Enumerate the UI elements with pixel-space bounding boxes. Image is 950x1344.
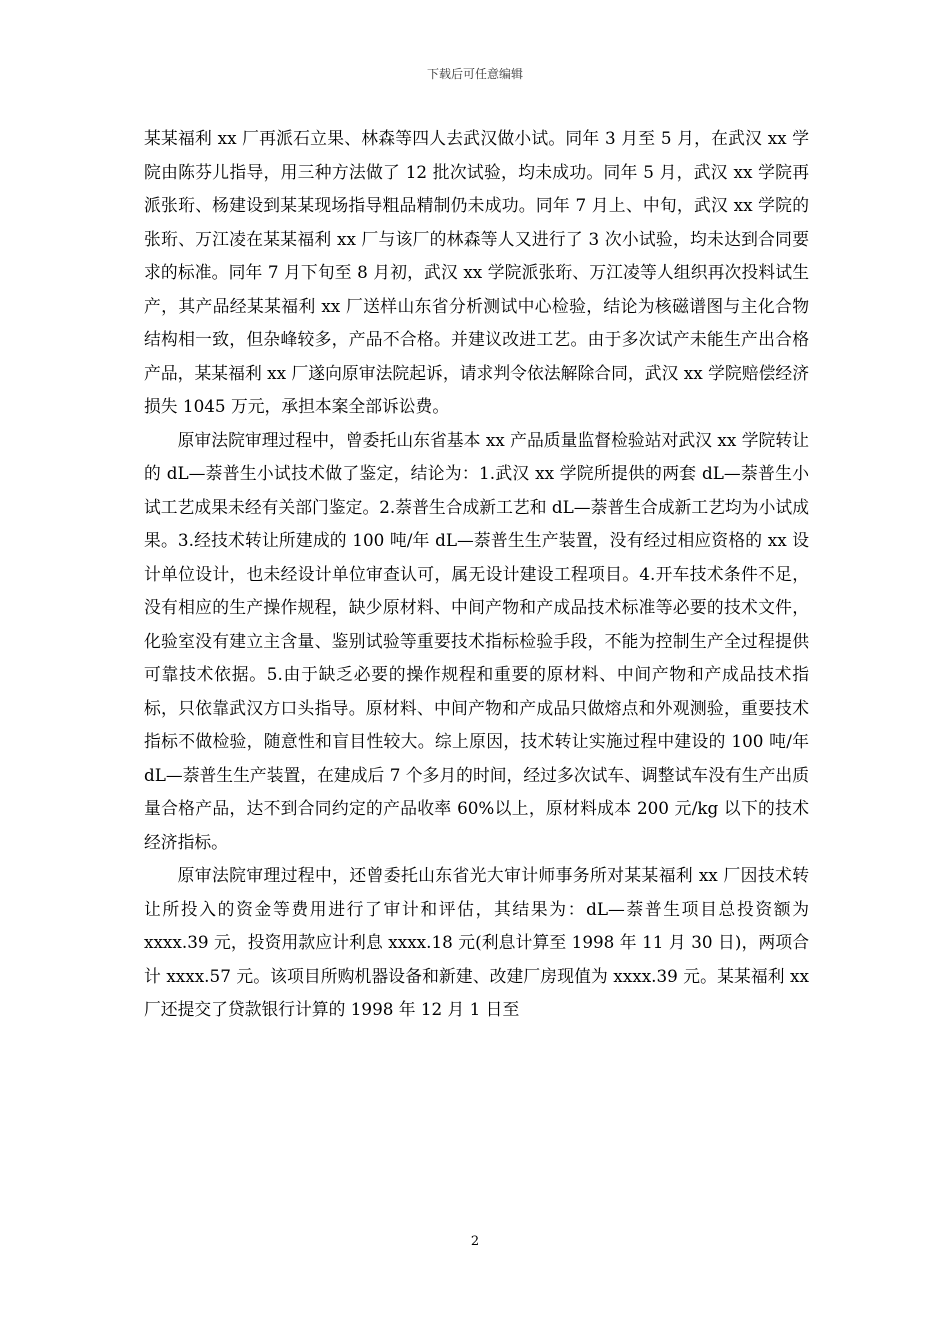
paragraph-audit: 原审法院审理过程中，还曾委托山东省光大审计师事务所对某某福利 xx 厂因技术转让所投入的资金等费用进行了审计和评估，其结果为：dL—萘普生项目总投资额为 xxxx.39 元，投资用款应计利息 xxxx.18 元(利息计算至 1998 年 11 月 30 日)，两项合计 xxxx.57 元。该项目所购机器设备和新建、改建厂房现值为 xxxx.39 元。某某福利 xx 厂还提交了贷款银行计算的 1998 年 12 月 1 日至 [144, 865, 809, 1019]
page-number: 2 [470, 1234, 480, 1249]
paragraph-appraisal: 原审法院审理过程中，曾委托山东省基本 xx 产品质量监督检验站对武汉 xx 学院转让的 dL—萘普生小试技术做了鉴定，结论为：1.武汉 xx 学院所提供的两套 dL—萘普生小试工艺成果未经有关部门鉴定。2.萘普生合成新工艺和 dL—萘普生合成新工艺均为小试成果。3.经技术转让所建成的 100 吨/年 dL—萘普生生产装置，没有经过相应资格的 xx 设计单位设计，也未经设计单位审查认可，属无设计建设工程项目。4.开车技术条件不足，没有相应的生产操作规程，缺少原材料、中间产物和产成品技术标准等必要的技术文件，化验室没有建立主含量、鉴别试验等重要技术指标检验手段，不能为控制生产全过程提供可靠技术依据。5.由于缺乏必要的操作规程和重要的原材料、中间产物和产成品技术指标，只依靠武汉方口头指导。原材料、中间产物和产成品只做熔点和外观测验，重要技术指标不做检验，随意性和盲目性较大。综上原因，技术转让实施过程中建设的 100 吨/年 dL—萘普生生产装置，在建成后 7 个多月的时间，经过多次试车、调整试车没有生产出质量合格产品，达不到合同约定的产品收率 60%以上，原材料成本 200 元/kg 以下的技术经济指标。 [144, 429, 809, 852]
document-body [144, 122, 809, 1027]
page-header: 下载后可任意编辑 [426, 67, 523, 81]
paragraph-continuation: 某某福利 xx 厂再派石立果、林森等四人去武汉做小试。同年 3 月至 5 月，在武汉 xx 学院由陈芬儿指导，用三种方法做了 12 批次试验，均未成功。同年 5 月，武汉 xx 学院再派张珩、杨建设到某某现场指导粗品精制仍未成功。同年 7 月上、中旬，武汉 xx 学院的张珩、万江凌在某某福利 xx 厂与该厂的林森等人又进行了 3 次小试验，均未达到合同要求的标准。同年 7 月下旬至 8 月初，武汉 xx 学院派张珩、万江凌等人组织再次投料试生产，其产品经某某福利 xx 厂送样山东省分析测试中心检验，结论为核磁谱图与主化合物结构相一致，但杂峰较多，产品不合格。并建议改进工艺。由于多次试产未能生产出合格产品，某某福利 xx 厂遂向原审法院起诉，请求判令依法解除合同，武汉 xx 学院赔偿经济损失 1045 万元，承担本案全部诉讼费。 [144, 128, 809, 416]
